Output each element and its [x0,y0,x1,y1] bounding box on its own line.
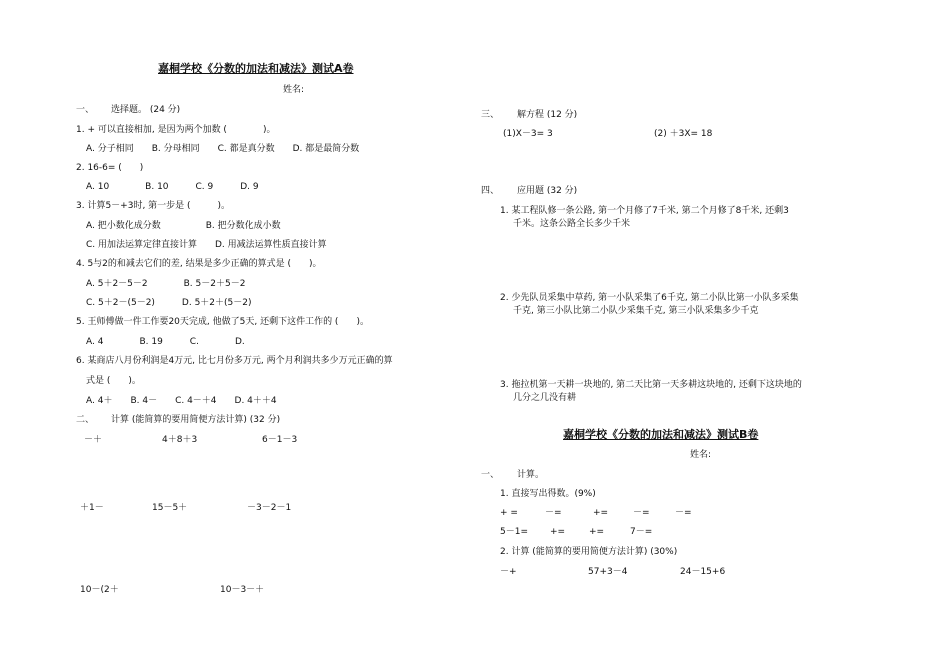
b-direct-8: += [589,527,605,537]
a-calc-6: －3－2－1 [247,503,292,513]
a-problem2-line1: 2. 少先队员采集中草药, 第一小队采集了6千克, 第二小队比第一小队多采集 [500,293,799,303]
a-q4-stem: 4. 5与2的和减去它们的差, 结果是多少正确的算式是 ( )。 [76,259,322,269]
a-q6-stem-line1: 6. 某商店八月份利润是4万元, 比七月份多万元, 两个月利润共多少万元正确的算 [76,356,393,366]
a-q2-stem: 2. 16-6= ( ) [76,163,144,173]
b-direct-9: 7－= [630,527,653,537]
test-b-name-label: 姓名: [690,450,712,460]
test-a-name-label: 姓名: [283,85,305,95]
a-calc-2: 4＋8＋3 [162,435,198,445]
b-direct-6: 5－1= [500,527,528,537]
a-problem2-line2: 千克, 第三小队比第二小队少采集千克, 第三小队采集多少千克 [513,306,759,316]
a-problem1-line2: 千米。这条公路全长多少千米 [513,219,631,229]
b-calc-2: 57+3－4 [588,567,628,577]
a-calc-3: 6－1－3 [262,435,298,445]
a-section1-header: 一、 [76,105,95,115]
test-b-title: 嘉桐学校《分数的加法和减法》测试B卷 [563,428,759,441]
a-problem3-line2: 几分之几没有耕 [513,393,577,403]
a-section3-header: 三、 [481,110,500,120]
a-q4-options-line1: A. 5＋2－5－2 B. 5－2＋5－2 [86,279,246,289]
a-section2-header: 二、 [76,415,95,425]
b-part1-title: 1. 直接写出得数。(9%) [500,489,596,499]
a-section4-title: 应用题 (32 分) [517,186,578,196]
a-q4-options-line2: C. 5＋2－(5－2) D. 5＋2＋(5－2) [86,298,252,308]
a-q6-stem-line2: 式是 ( )。 [86,376,141,386]
b-direct-1: + = [500,508,518,518]
b-section1-title: 计算。 [517,470,545,480]
a-section4-header: 四、 [481,186,500,196]
a-equation-1: (1)X－3= 3 [503,129,553,139]
b-direct-3: += [593,508,609,518]
b-calc-1: －+ [500,567,517,577]
b-calc-3: 24－15+6 [680,567,726,577]
a-section1-title: 选择题。 (24 分) [111,105,181,115]
a-calc-4: ＋1－ [80,503,104,513]
a-calc-8: 10－3－＋ [220,585,265,595]
a-q1-stem: 1. + 可以直接相加, 是因为两个加数 ( )。 [76,125,276,135]
a-q3-options-line1: A. 把小数化成分数 B. 把分数化成小数 [86,221,281,231]
test-a-title: 嘉桐学校《分数的加法和减法》测试A卷 [158,62,354,75]
a-problem1-line1: 1. 某工程队修一条公路, 第一个月修了7千米, 第二个月修了8千米, 还剩3 [500,206,789,216]
b-direct-4: －= [633,508,650,518]
b-direct-5: －= [675,508,692,518]
a-q5-stem: 5. 王师傅做一件工作要20天完成, 他做了5天, 还剩下这件工作的 ( )。 [76,317,369,327]
a-q6-options: A. 4＋ B. 4－ C. 4－＋4 D. 4＋＋4 [86,396,277,406]
a-q3-options-line2: C. 用加法运算定律直接计算 D. 用减法运算性质直接计算 [86,240,327,250]
a-q3-stem: 3. 计算5－+3时, 第一步是 ( )。 [76,201,231,211]
a-equation-2: (2) ＋3X= 18 [654,129,713,139]
b-section1-header: 一、 [481,470,500,480]
b-part2-title: 2. 计算 (能简算的要用简便方法计算) (30%) [500,547,678,557]
a-q1-options: A. 分子相同 B. 分母相同 C. 都是真分数 D. 都是最简分数 [86,144,360,154]
a-section3-title: 解方程 (12 分) [517,110,578,120]
a-calc-5: 15－5＋ [152,503,188,513]
a-calc-1: －＋ [84,435,103,445]
b-direct-7: += [550,527,566,537]
b-direct-2: －= [545,508,562,518]
a-section2-title: 计算 (能简算的要用简便方法计算) (32 分) [111,415,281,425]
a-problem3-line1: 3. 拖拉机第一天耕一块地的, 第二天比第一天多耕这块地的, 还剩下这块地的 [500,380,802,390]
a-q2-options: A. 10 B. 10 C. 9 D. 9 [86,182,259,192]
a-calc-7: 10－(2＋ [80,585,119,595]
a-q5-options: A. 4 B. 19 C. D. [86,337,245,347]
